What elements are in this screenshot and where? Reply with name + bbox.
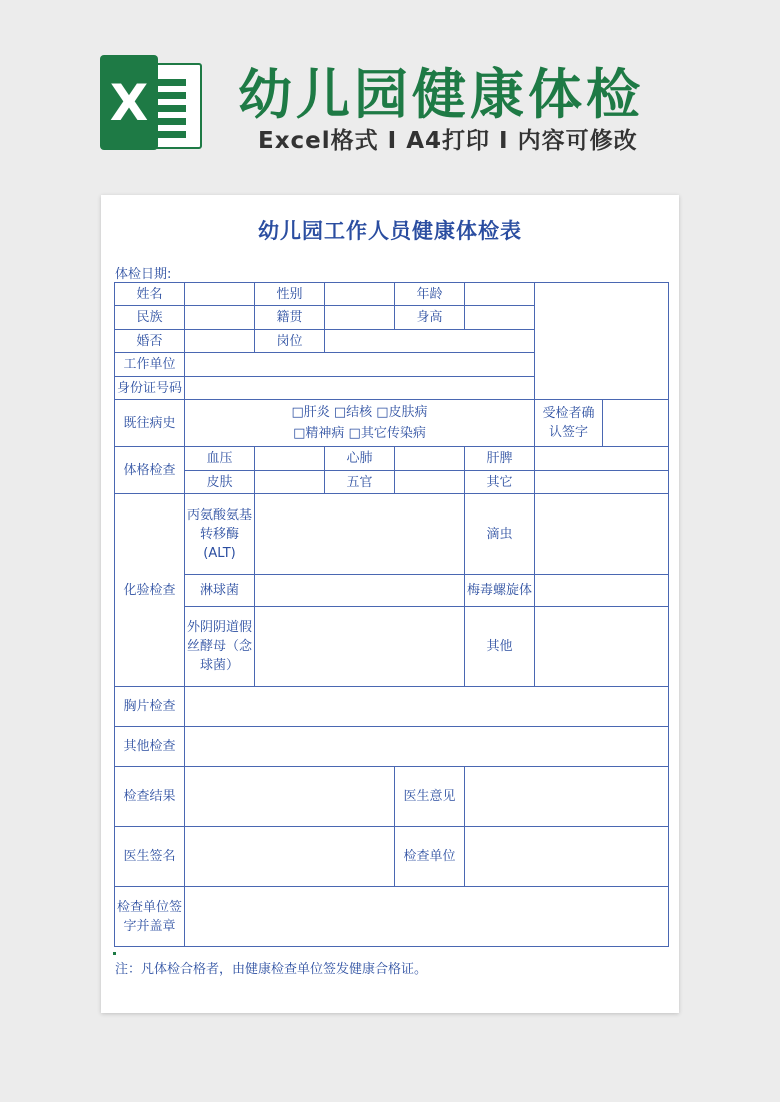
footnote: 注：凡体检合格者，由健康检查单位签发健康合格证。 <box>115 962 428 977</box>
other-lab-field[interactable] <box>535 607 669 687</box>
chest-xray-field[interactable] <box>185 687 669 727</box>
ethnicity-field[interactable] <box>185 306 255 330</box>
doctor-opinion-field[interactable] <box>465 767 669 827</box>
physical-exam-label: 体格检查 <box>115 447 185 494</box>
skin-field[interactable] <box>255 471 325 494</box>
history-options[interactable] <box>185 400 535 447</box>
marital-field[interactable] <box>185 330 255 353</box>
other-exam-field[interactable] <box>185 727 669 767</box>
chest-xray-label: 胸片检查 <box>115 687 185 727</box>
post-field[interactable] <box>325 330 535 353</box>
cell-corner-marker <box>113 952 116 955</box>
vaginal-field[interactable] <box>255 607 465 687</box>
height-field[interactable] <box>465 306 535 330</box>
exam-date-label: 体检日期: <box>115 267 172 282</box>
form-title: 幼儿园工作人员健康体检表 <box>258 219 522 243</box>
doctor-opinion-label: 医生意见 <box>395 767 465 827</box>
age-label: 年龄 <box>395 283 465 306</box>
photo-box[interactable] <box>535 283 669 400</box>
marital-label: 婚否 <box>115 330 185 353</box>
doctor-signature-field[interactable] <box>185 827 395 887</box>
alt-field[interactable] <box>255 494 465 575</box>
gender-label: 性别 <box>255 283 325 306</box>
gonococcus-field[interactable] <box>255 575 465 607</box>
trichomonas-label: 滴虫 <box>465 494 535 575</box>
liver-spleen-field[interactable] <box>535 447 669 471</box>
unit-stamp-field[interactable] <box>185 887 669 947</box>
banner <box>0 0 780 190</box>
excel-letter: X <box>100 55 158 150</box>
age-field[interactable] <box>465 283 535 306</box>
lab-exam-label: 化验检查 <box>115 494 185 687</box>
skin-label: 皮肤 <box>185 471 255 494</box>
vaginal-label: 外阴阴道假丝酵母（念球菌） <box>185 607 255 687</box>
exam-unit-label: 检查单位 <box>395 827 465 887</box>
ethnicity-label: 民族 <box>115 306 185 330</box>
workplace-field[interactable] <box>185 353 535 377</box>
syphilis-field[interactable] <box>535 575 669 607</box>
post-label: 岗位 <box>255 330 325 353</box>
blood-pressure-field[interactable] <box>255 447 325 471</box>
other-physical-field[interactable] <box>535 471 669 494</box>
result-label: 检查结果 <box>115 767 185 827</box>
other-lab-label: 其他 <box>465 607 535 687</box>
heart-lung-label: 心肺 <box>325 447 395 471</box>
excel-logo-icon <box>100 55 200 150</box>
gonococcus-label: 淋球菌 <box>185 575 255 607</box>
name-label: 姓名 <box>115 283 185 306</box>
result-field[interactable] <box>185 767 395 827</box>
banner-subtitle: Excel格式 I A4打印 I 内容可修改 <box>258 128 638 154</box>
history-options-line1[interactable]: □肝炎 □结核 □皮肤病 <box>291 405 428 420</box>
heart-lung-field[interactable] <box>395 447 465 471</box>
height-label: 身高 <box>395 306 465 330</box>
other-physical-label: 其它 <box>465 471 535 494</box>
exam-unit-field[interactable] <box>465 827 669 887</box>
gender-field[interactable] <box>325 283 395 306</box>
id-number-field[interactable] <box>185 377 535 400</box>
history-options-line2[interactable]: □精神病 □其它传染病 <box>293 426 426 441</box>
trichomonas-field[interactable] <box>535 494 669 575</box>
id-number-label: 身份证号码 <box>115 377 185 400</box>
other-exam-label: 其他检查 <box>115 727 185 767</box>
history-label: 既往病史 <box>115 400 185 447</box>
unit-stamp-label: 检查单位签字并盖章 <box>115 887 185 947</box>
facial-field[interactable] <box>395 471 465 494</box>
native-place-field[interactable] <box>325 306 395 330</box>
banner-title: 幼儿园健康体检 <box>238 63 644 126</box>
doctor-signature-label: 医生签名 <box>115 827 185 887</box>
form-sheet <box>101 195 679 1013</box>
workplace-label: 工作单位 <box>115 353 185 377</box>
name-field[interactable] <box>185 283 255 306</box>
liver-spleen-label: 肝脾 <box>465 447 535 471</box>
blood-pressure-label: 血压 <box>185 447 255 471</box>
native-place-label: 籍贯 <box>255 306 325 330</box>
alt-label: 丙氨酸氨基转移酶(ALT) <box>185 494 255 575</box>
signature-field[interactable] <box>603 400 669 447</box>
signature-label: 受检者确认签字 <box>535 400 603 447</box>
health-exam-table <box>114 282 669 947</box>
facial-label: 五官 <box>325 471 395 494</box>
syphilis-label: 梅毒螺旋体 <box>465 575 535 607</box>
